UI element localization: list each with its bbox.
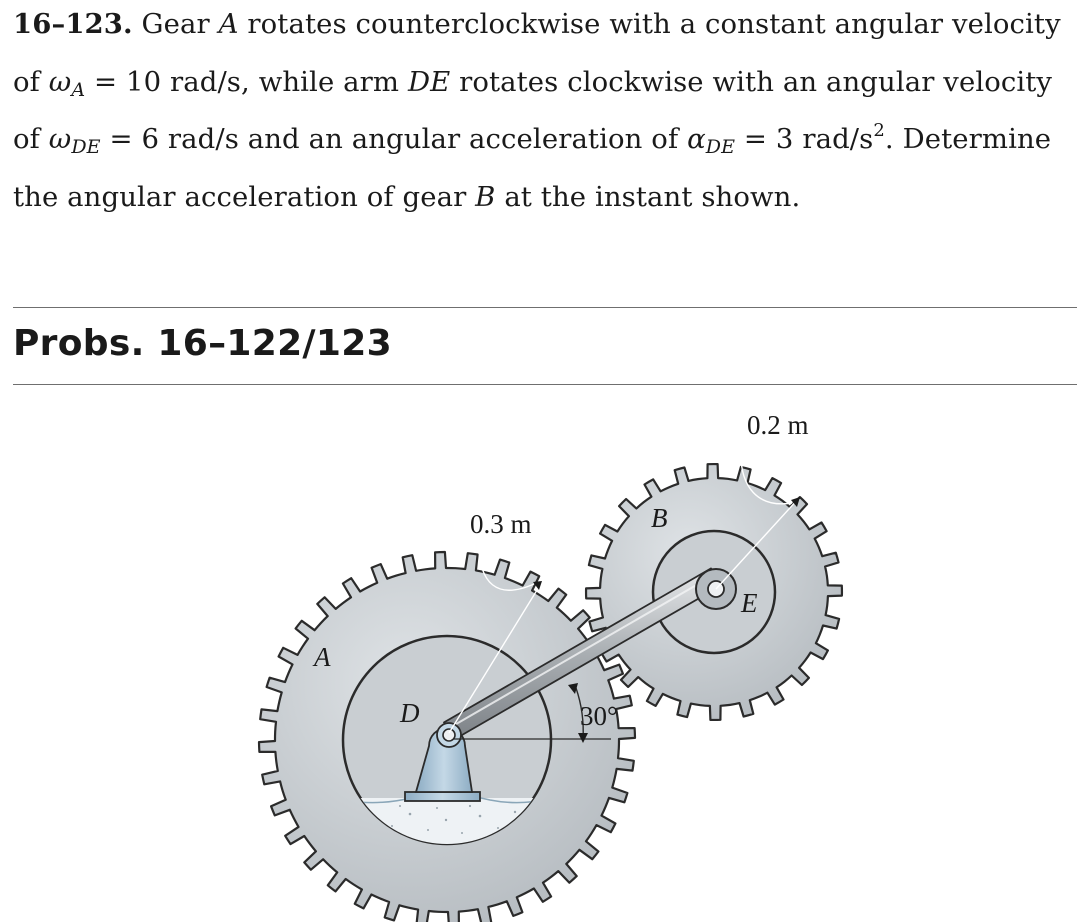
label-gear-a: A (314, 642, 331, 672)
problem-text: = 6 rad/s and an angular acceleration of (109, 123, 679, 155)
problem-number: 16–123. (13, 8, 133, 40)
gear-a-symbol: A (218, 8, 239, 40)
alpha-symbol: α (687, 123, 706, 155)
problem-statement (13, 0, 1068, 226)
problem-text: = 10 rad/s, while arm (93, 65, 400, 98)
base-plate (405, 792, 480, 801)
omega-a-subscript: A (71, 78, 86, 101)
problem-text: at the instant shown. (504, 180, 801, 213)
label-pin-d: D (400, 698, 420, 728)
squared-superscript: 2 (873, 120, 885, 141)
problem-text: . Determine the angular acceleration of gear (13, 123, 1052, 213)
figure-title: Probs. 16–122/123 (13, 323, 392, 364)
alpha-de-subscript: DE (705, 136, 736, 158)
problem-text: rotates clockwise with an angular velocity of (13, 65, 1053, 155)
arm-de-symbol: DE (407, 65, 451, 98)
label-radius-a: 0.3 m (470, 509, 532, 539)
gear-b-symbol: B (475, 180, 496, 213)
label-angle: 30° (580, 701, 618, 731)
label-radius-b: 0.2 m (747, 410, 809, 440)
problem-text: Gear (141, 8, 210, 40)
label-pin-e: E (741, 588, 758, 618)
pin-d (443, 729, 455, 741)
bottom-divider (13, 384, 1077, 385)
omega-de-subscript: DE (71, 136, 101, 158)
problem-text: = 3 rad/s (743, 123, 874, 155)
top-divider (13, 307, 1077, 308)
omega-symbol: ω (48, 65, 72, 98)
problem-text: rotates counterclockwise with a constant angular velocity of (13, 8, 1061, 98)
gear-figure (0, 386, 1077, 922)
label-gear-b: B (651, 503, 668, 533)
omega-symbol: ω (48, 123, 72, 155)
